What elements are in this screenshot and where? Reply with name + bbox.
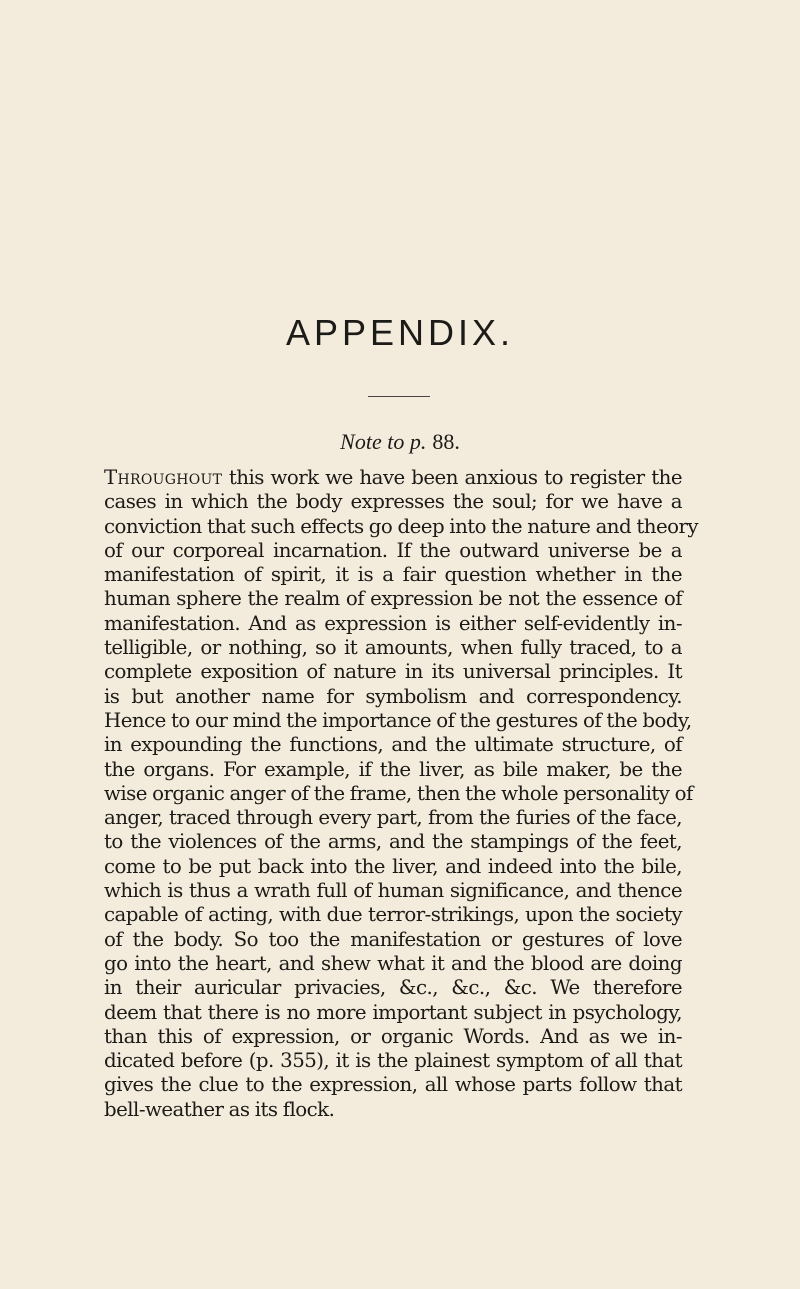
paragraph-line: which is thus a wrath full of human significance, and thence <box>104 879 682 903</box>
note-label: Note to p. <box>340 429 427 454</box>
paragraph-line: complete exposition of nature in its universal principles. It <box>104 660 682 684</box>
paragraph-line: is but another name for symbolism and correspondency. <box>104 684 682 708</box>
paragraph-line: anger, traced through every part, from the furies of the face, <box>104 806 682 830</box>
paragraph-line: human sphere the realm of expression be not the essence of <box>104 587 682 611</box>
paragraph-line: the organs. For example, if the liver, as bile maker, be the <box>104 757 682 781</box>
paragraph-line: cases in which the body expresses the soul; for we have a <box>104 490 682 514</box>
paragraph-line: capable of acting, with due terror-strikings, upon the society <box>104 903 682 927</box>
paragraph-line: to the violences of the arms, and the stampings of the feet, <box>104 830 682 854</box>
paragraph-line: telligible, or nothing, so it amounts, when fully traced, to a <box>104 636 682 660</box>
appendix-paragraph <box>104 466 698 1122</box>
paragraph-line: manifestation of spirit, it is a fair question whether in the <box>104 563 682 587</box>
paragraph-line: dicated before (p. 355), it is the plainest symptom of all that <box>104 1049 682 1073</box>
paragraph-line: gives the clue to the expression, all whose parts follow that <box>104 1073 682 1097</box>
paragraph-line: of the body. So too the manifestation or gestures of love <box>104 927 682 951</box>
paragraph-line: go into the heart, and shew what it and the blood are doing <box>104 951 682 975</box>
paragraph-line: wise organic anger of the frame, then the whole personality of <box>104 781 693 805</box>
line-text: this work we have been anxious to register the <box>222 466 682 489</box>
appendix-heading: APPENDIX. <box>285 312 515 353</box>
opening-word: Throughout <box>104 466 223 489</box>
paragraph-line: in their auricular privacies, &c., &c., &c. We therefore <box>104 976 682 1000</box>
note-page-number: 88. <box>432 429 460 454</box>
paragraph-line <box>104 466 682 490</box>
paragraph-line: than this of expression, or organic Words. And as we in- <box>104 1024 682 1048</box>
paragraph-line: in expounding the functions, and the ultimate structure, of <box>104 733 682 757</box>
paragraph-line: deem that there is no more important subject in psychology, <box>104 1000 682 1024</box>
paragraph-line: come to be put back into the liver, and indeed into the bile, <box>104 854 682 878</box>
paragraph-line: bell-weather as its flock. <box>104 1097 335 1121</box>
paragraph-line: Hence to our mind the importance of the gestures of the body, <box>104 708 692 732</box>
note-reference <box>0 429 800 455</box>
heading-divider <box>368 396 430 397</box>
paragraph-line: manifestation. And as expression is either self-evidently in- <box>104 611 682 635</box>
paragraph-line: of our corporeal incarnation. If the outward universe be a <box>104 538 682 562</box>
paragraph-line: conviction that such effects go deep into the nature and theory <box>104 514 698 538</box>
